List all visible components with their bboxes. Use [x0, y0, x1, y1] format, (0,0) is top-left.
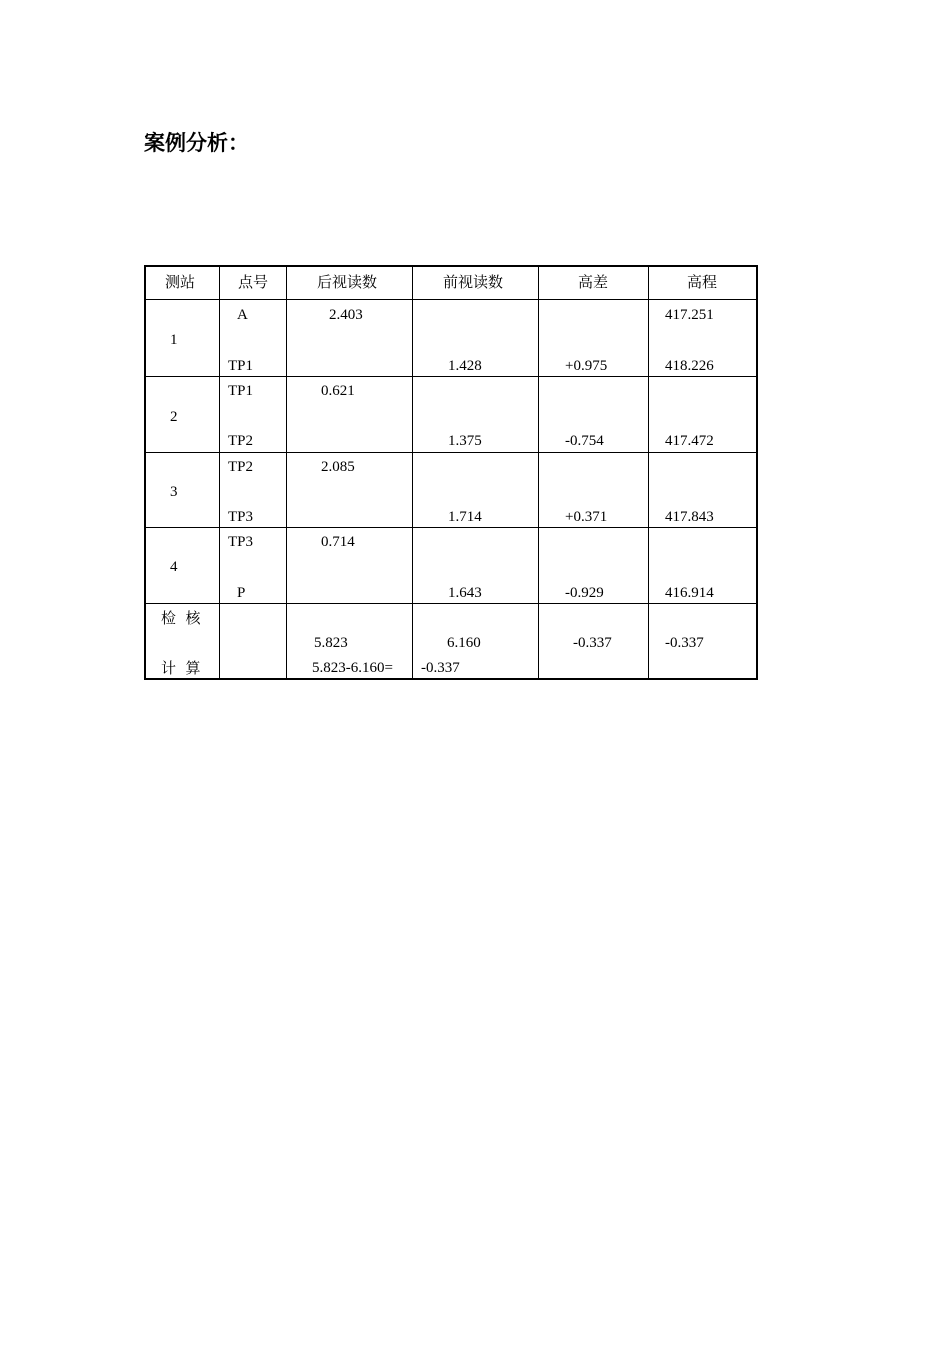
row-divider: [146, 527, 756, 528]
point-bottom: TP3: [228, 509, 254, 525]
point-top: TP2: [228, 459, 254, 475]
backsight-value: 2.403: [329, 307, 363, 323]
column-divider: [648, 267, 649, 678]
elevation-diff: -0.337: [665, 635, 704, 651]
page-title: 案例分析：: [144, 131, 249, 155]
station-number: 1: [170, 332, 178, 348]
foresight-value: 1.428: [448, 358, 482, 374]
station-number: 2: [170, 409, 178, 425]
header-foresight: 前视读数: [443, 273, 504, 291]
height-diff-value: +0.975: [565, 358, 608, 374]
check-label-bottom: 计 算: [161, 659, 201, 677]
elevation-bottom: 417.843: [665, 509, 714, 525]
row-divider: [146, 603, 756, 604]
check-formula: 5.823-6.160=: [312, 660, 393, 676]
point-top: A: [237, 307, 248, 323]
leveling-table: [144, 265, 758, 680]
backsight-sum: 5.823: [314, 635, 348, 651]
point-bottom: TP2: [228, 433, 254, 449]
height-diff-value: -0.929: [565, 585, 604, 601]
header-elevation: 高程: [687, 273, 718, 291]
column-divider: [286, 267, 287, 678]
row-divider: [146, 299, 756, 300]
height-diff-sum: -0.337: [573, 635, 612, 651]
elevation-bottom: 418.226: [665, 358, 714, 374]
check-label-top: 检 核: [161, 609, 201, 627]
backsight-value: 0.714: [321, 534, 355, 550]
check-formula-result: -0.337: [421, 660, 460, 676]
column-divider: [219, 267, 220, 678]
point-bottom: P: [237, 585, 246, 601]
station-number: 4: [170, 559, 178, 575]
height-diff-value: -0.754: [565, 433, 604, 449]
row-divider: [146, 376, 756, 377]
foresight-sum: 6.160: [447, 635, 481, 651]
row-divider: [146, 452, 756, 453]
elevation-bottom: 416.914: [665, 585, 714, 601]
header-point: 点号: [238, 273, 269, 291]
elevation-top: 417.251: [665, 307, 714, 323]
foresight-value: 1.714: [448, 509, 482, 525]
header-station: 测站: [165, 273, 196, 291]
elevation-bottom: 417.472: [665, 433, 714, 449]
foresight-value: 1.643: [448, 585, 482, 601]
point-top: TP1: [228, 383, 254, 399]
station-number: 3: [170, 484, 178, 500]
point-top: TP3: [228, 534, 254, 550]
point-bottom: TP1: [228, 358, 254, 374]
header-backsight: 后视读数: [317, 273, 378, 291]
header-height-diff: 高差: [578, 273, 609, 291]
height-diff-value: +0.371: [565, 509, 608, 525]
column-divider: [412, 267, 413, 678]
backsight-value: 0.621: [321, 383, 355, 399]
backsight-value: 2.085: [321, 459, 355, 475]
column-divider: [538, 267, 539, 678]
foresight-value: 1.375: [448, 433, 482, 449]
